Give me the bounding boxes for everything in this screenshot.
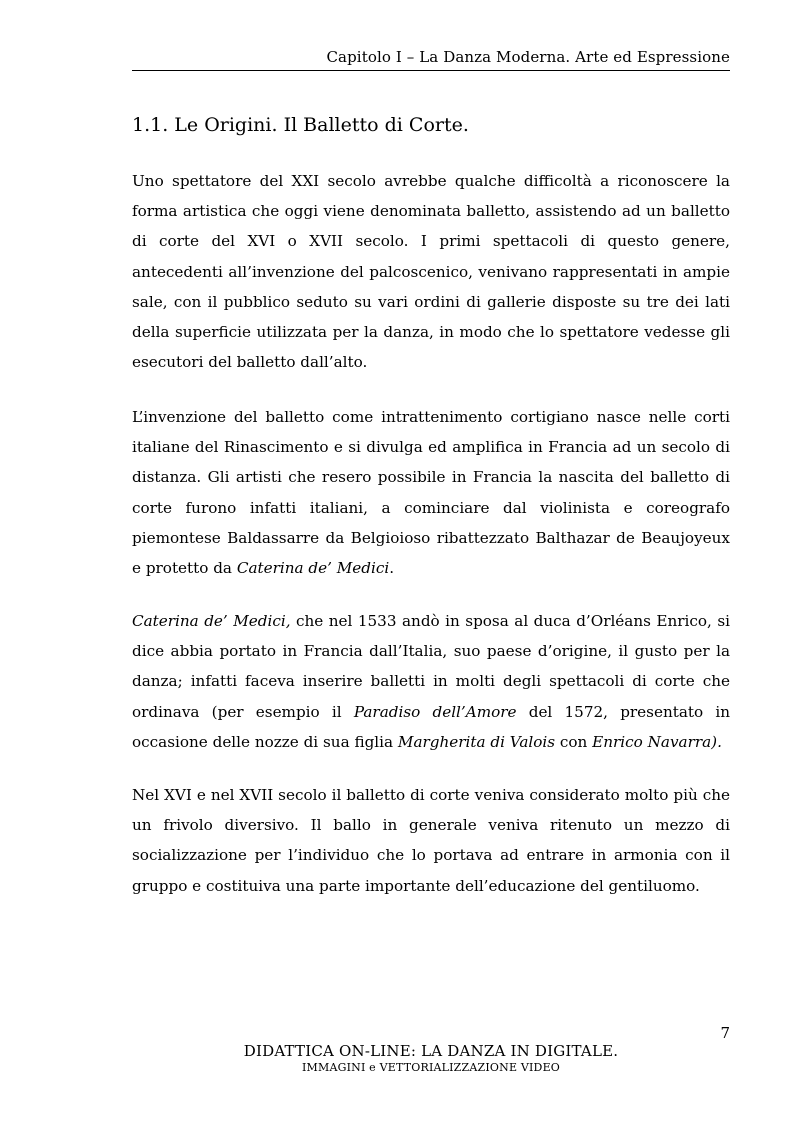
paragraph-2-segment-1: L’invenzione del balletto come intrattenimento cortigiano nasce nelle corti italiane del Rinascimento e si divulga ed amplifica in Francia ad un secolo di distanza. Gli artisti che resero possibile in Francia la nascita del balletto di corte furono infatti italiani, a cominciare dal violinista e coreografo piemontese Baldassarre da Belgioioso ribattezzato Balthazar de Beaujoyeux e protetto da [132,408,730,578]
paragraph-3-segment-6: con [555,732,593,751]
paragraph-3-italic-caterina: Caterina de’ Medici, [132,612,291,630]
paragraph-4-segment-1: Nel XVI e nel XVII secolo il balletto di corte veniva considerato molto più che un frivolo diversivo. Il ballo in generale veniva ritenuto un mezzo di socializzazione per l’individuo che lo portava ad entrare in armonia con il gruppo e costituiva una parte importante dell’educazione del gentiluomo. [132,786,730,895]
paragraph-2 [132,402,730,583]
header-rule [132,70,730,71]
paragraph-3-italic-enrico: Enrico Navarra). [592,732,722,751]
running-header: Capitolo I – La Danza Moderna. Arte ed Espressione [326,48,730,66]
footer-title: DIDATTICA ON-LINE: LA DANZA IN DIGITALE. [243,1042,619,1060]
paragraph-1-segment-1: Uno spettatore del XXI secolo avrebbe qualche difficoltà a riconoscere la forma artistica che oggi viene denominata balletto, assistendo ad un balletto di corte del XVI o XVII secolo. I primi spettacoli di questo genere, antecedenti all’invenzione del palcoscenico, venivano rappresentati in ampie sale, con il pubblico seduto su vari ordini di gallerie disposte su tre dei lati della superficie utilizzata per la danza, in modo che lo spettatore vedesse gli esecutori del balletto dall’alto. [132,172,730,372]
paragraph-3-italic-margherita: Margherita di Valois [397,732,556,751]
paragraph-1 [132,166,730,377]
paragraph-3-italic-paradiso: Paradiso dell’Amore [353,702,517,721]
paragraph-2-segment-3: . [389,559,395,578]
paragraph-4 [132,780,730,901]
section-heading: 1.1. Le Origini. Il Balletto di Corte. [132,114,469,136]
page-number: 7 [720,1024,730,1042]
paragraph-2-italic-caterina: Caterina de’ Medici [236,559,390,578]
paragraph-3-segment-4: del 1572, presentato in occasione delle nozze di sua figlia [132,702,730,751]
paragraph-3-segment-2: che nel 1533 andò in sposa al duca d’Orléans Enrico, si dice abbia portato in Francia dall’Italia, suo paese d’origine, il gusto per la danza; infatti faceva inserire balletti in molti degli spettacoli di corte che ordinava (per esempio il [132,612,730,721]
paragraph-3 [132,606,730,757]
footer-subtitle: IMMAGINI e VETTORIALIZZAZIONE VIDEO [301,1061,561,1074]
